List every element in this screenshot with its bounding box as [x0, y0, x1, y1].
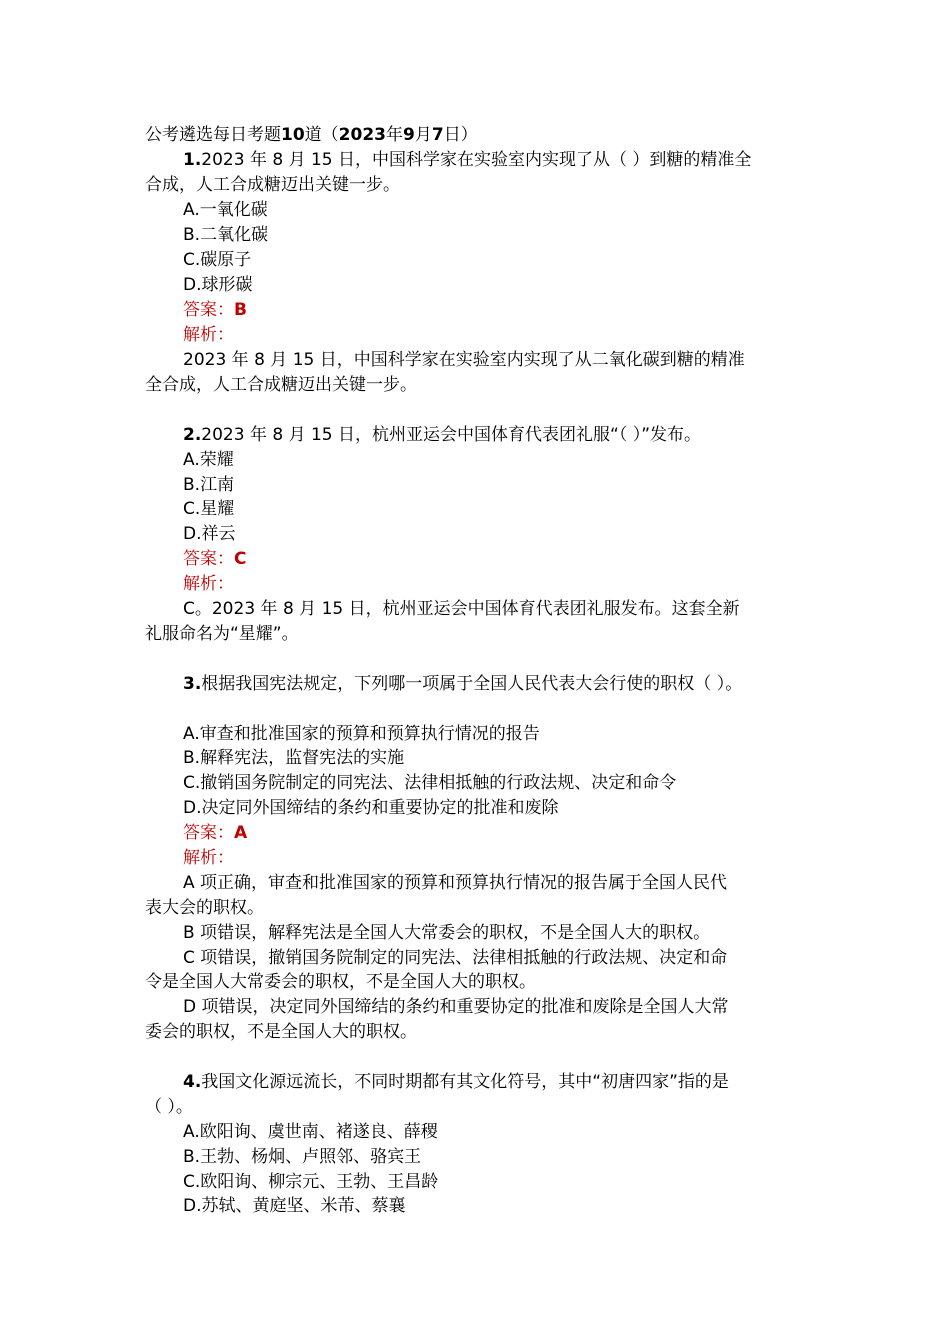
question-1-stem-cont: 合成，人工合成糖迈出关键一步。	[145, 175, 400, 195]
analysis-text: C 项错误，撤销国务院制定的同宪法、法律相抵触的行政法规、决定和命	[183, 948, 728, 968]
title-month-unit: 月	[414, 125, 432, 145]
answer-line	[183, 298, 247, 323]
option-b: B.王勃、杨炯、卢照邻、骆宾王	[183, 1147, 422, 1167]
title-year-unit: 年	[386, 125, 403, 145]
analysis-text-cont: 令是全国人大常委会的职权，不是全国人大的职权。	[145, 972, 536, 992]
analysis-label: 解析：	[183, 848, 234, 868]
title-suffix: 日）	[443, 125, 478, 145]
answer-line	[183, 821, 247, 846]
analysis-text-cont: 全合成，人工合成糖迈出关键一步。	[145, 375, 417, 395]
title-count: 10	[281, 125, 305, 145]
answer-value: B	[234, 300, 247, 320]
analysis-text: A 项正确，审查和批准国家的预算和预算执行情况的报告属于全国人民代	[183, 873, 728, 893]
answer-label: 答案：	[183, 823, 234, 843]
option-b: B.解释宪法，监督宪法的实施	[183, 748, 405, 768]
option-c: C.欧阳询、柳宗元、王勃、王昌龄	[183, 1172, 439, 1192]
question-text: 我国文化源远流长，不同时期都有其文化符号，其中“初唐四家”指的是	[201, 1072, 729, 1092]
question-2-stem	[183, 423, 701, 448]
option-a: A.欧阳询、虞世南、褚遂良、薛稷	[183, 1122, 438, 1142]
analysis-label: 解析：	[183, 325, 234, 345]
title-day: 7	[431, 125, 444, 145]
question-1-stem	[183, 148, 751, 173]
answer-value: A	[234, 823, 248, 843]
question-number: 4.	[183, 1072, 202, 1092]
analysis-text: 2023 年 8 月 15 日，中国科学家在实验室内实现了从二氧化碳到糖的精准	[183, 350, 745, 370]
document-title	[145, 123, 478, 148]
option-a: A.荣耀	[183, 450, 234, 470]
answer-label: 答案：	[183, 300, 234, 320]
option-d: D.球形碳	[183, 275, 253, 295]
option-d: D.祥云	[183, 524, 236, 544]
question-text: 2023 年 8 月 15 日，中国科学家在实验室内实现了从（ ）到糖的精准全	[201, 150, 752, 170]
option-c: C.星耀	[183, 499, 235, 519]
answer-value: C	[234, 549, 247, 569]
question-4-stem	[183, 1070, 729, 1095]
title-year: 2023	[338, 125, 386, 145]
question-text: 2023 年 8 月 15 日，杭州亚运会中国体育代表团礼服“（ ）”发布。	[201, 425, 702, 445]
analysis-text-cont: 礼服命名为“星耀”。	[145, 624, 299, 644]
question-number: 3.	[183, 674, 202, 694]
question-number: 1.	[183, 150, 202, 170]
question-4-stem-cont: （ ）。	[145, 1097, 193, 1117]
analysis-text-cont: 表大会的职权。	[145, 898, 264, 918]
question-number: 2.	[183, 425, 202, 445]
option-d: D.决定同外国缔结的条约和重要协定的批准和废除	[183, 798, 559, 818]
analysis-text: B 项错误，解释宪法是全国人大常委会的职权，不是全国人大的职权。	[183, 923, 711, 943]
analysis-label: 解析：	[183, 574, 234, 594]
question-text: 根据我国宪法规定，下列哪一项属于全国人民代表大会行使的职权（ ）。	[201, 674, 743, 694]
answer-line	[183, 547, 246, 572]
title-prefix: 公考遴选每日考题	[145, 125, 281, 145]
answer-label: 答案：	[183, 549, 234, 569]
option-c: C.碳原子	[183, 250, 252, 270]
question-3-stem	[183, 672, 742, 697]
option-b: B.二氧化碳	[183, 225, 269, 245]
analysis-text: C。2023 年 8 月 15 日，杭州亚运会中国体育代表团礼服发布。这套全新	[183, 599, 740, 619]
option-a: A.一氧化碳	[183, 200, 268, 220]
analysis-text: D 项错误，决定同外国缔结的条约和重要协定的批准和废除是全国人大常	[183, 997, 729, 1017]
title-mid: 道（	[304, 125, 339, 145]
option-c: C.撤销国务院制定的同宪法、法律相抵触的行政法规、决定和命令	[183, 773, 677, 793]
option-a: A.审查和批准国家的预算和预算执行情况的报告	[183, 724, 540, 744]
title-month: 9	[403, 125, 415, 145]
option-b: B.江南	[183, 475, 235, 495]
analysis-text-cont: 委会的职权，不是全国人大的职权。	[145, 1022, 417, 1042]
option-d: D.苏轼、黄庭坚、米芾、蔡襄	[183, 1196, 406, 1216]
